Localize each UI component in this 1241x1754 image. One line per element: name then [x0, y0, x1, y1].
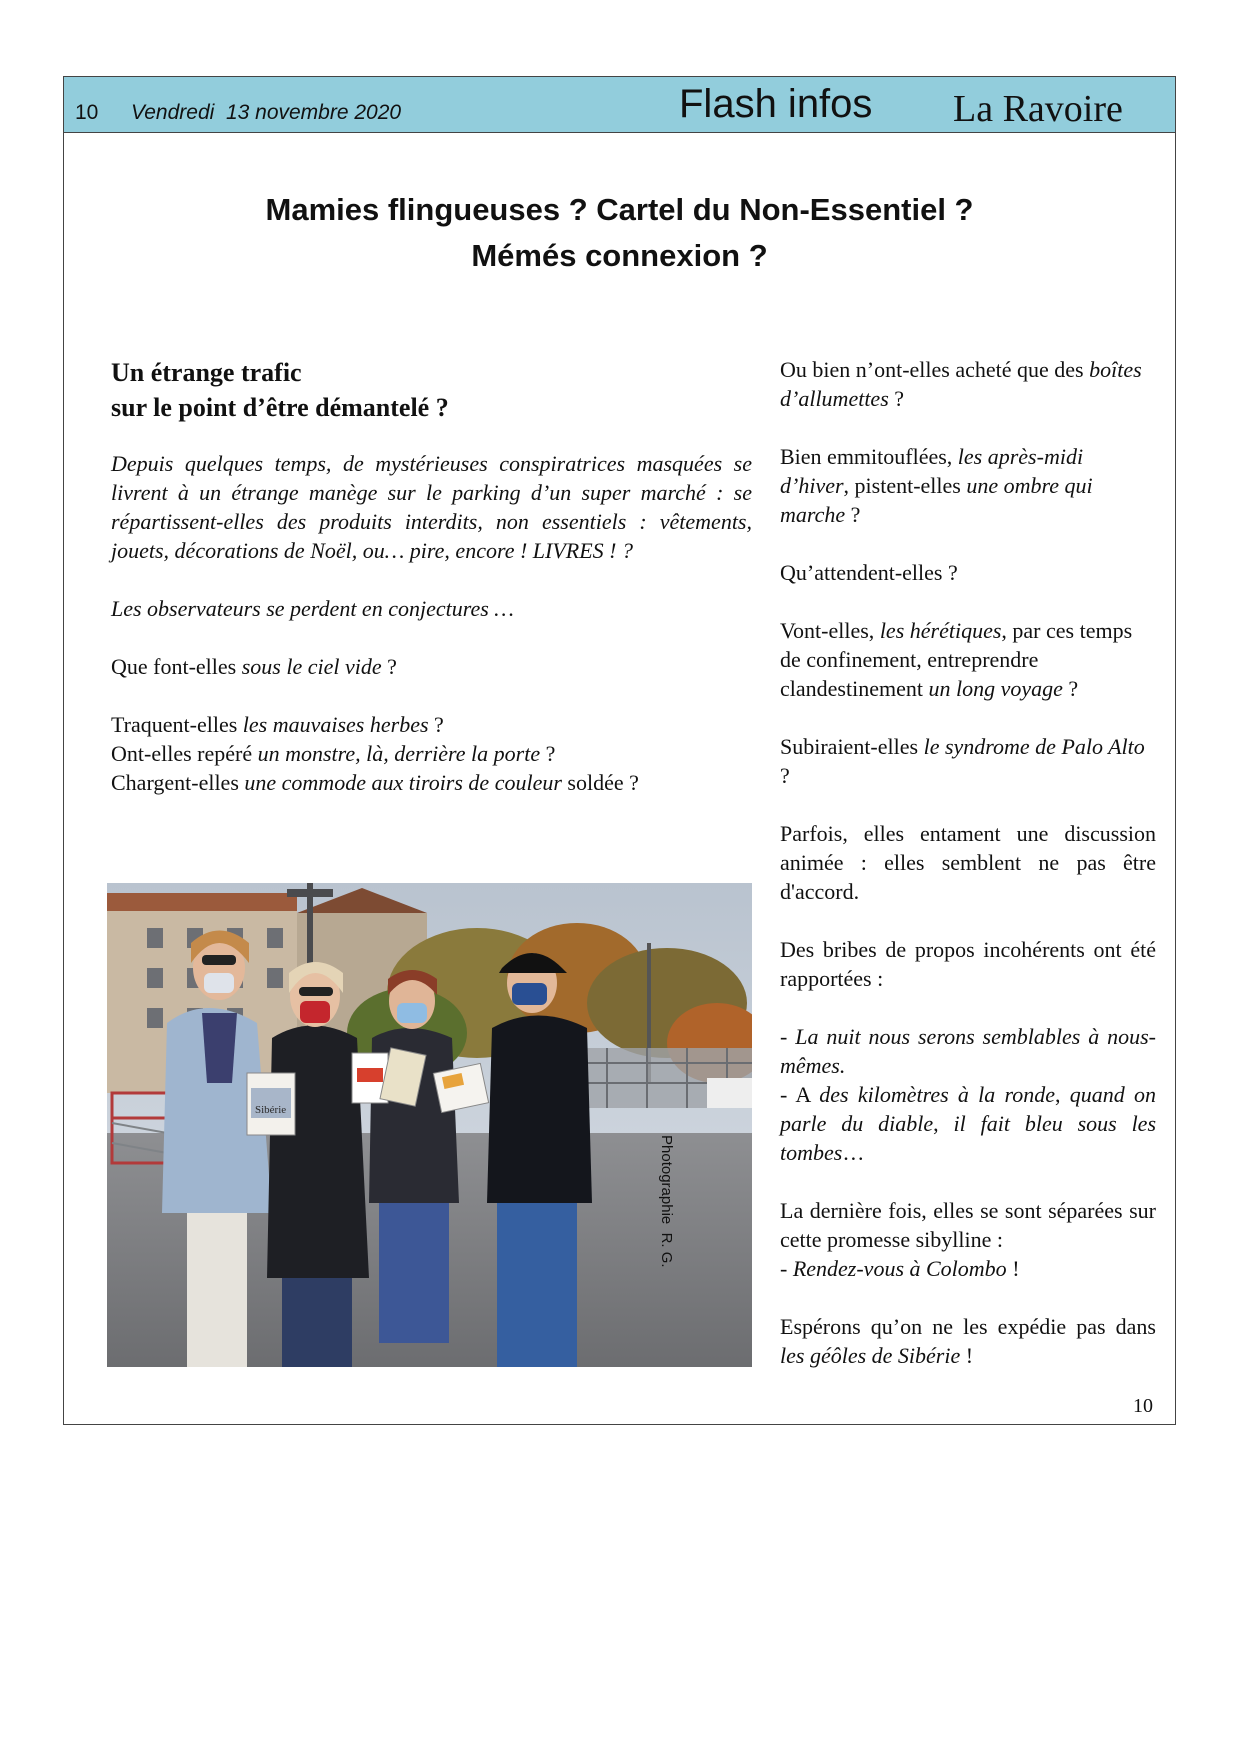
headline-line-2: Mémés connexion ? [471, 238, 768, 273]
text-span: … [842, 1140, 865, 1165]
header-date: Vendredi 13 novembre 2020 [131, 101, 402, 124]
right-paragraph-6: Parfois, elles entament une discussion animée : elles semblent ne pas être d'accord. [780, 821, 1156, 904]
italic-title: boîtes d’allumettes [780, 357, 1142, 411]
text-span: Subiraient-elles [780, 734, 924, 759]
text-span: Espérons qu’on ne les expédie pas dans [780, 1314, 1156, 1339]
intro-text: Depuis quelques temps, de mystérieuses conspiratrices masquées se livrent à un étrange manège sur le parking d’un super marché : se répartissent-elles des produits interdits, non essentiels : vêtements, jouets, décorations de Noël, ou… pire, encore ! LIVRES ! ? [111, 451, 752, 563]
right-paragraph-8 [780, 1022, 1156, 1167]
text-span: ? [780, 763, 790, 788]
conjectures-text: Les observateurs se perdent en conjectures … [111, 596, 514, 621]
italic-title: les mauvaises herbes [242, 712, 429, 737]
text-span: ! [1006, 1256, 1020, 1281]
text-span: , pistent-elles [843, 473, 967, 498]
text-span: - [780, 1024, 796, 1049]
footer-page-number: 10 [1133, 1395, 1153, 1417]
text-span: , [933, 1111, 954, 1136]
text-span: La dernière fois, elles se sont séparées sur cette promesse sibylline : [780, 1198, 1156, 1252]
photo-illustration [107, 883, 752, 1367]
question-paragraph-2 [111, 710, 752, 797]
italic-title: une ombre qui marche [780, 473, 1093, 527]
header-publication-title: Flash infos [679, 82, 873, 126]
right-paragraph-7: Des bribes de propos incohérents ont été rapportées : [780, 937, 1156, 991]
subhead-line-2: sur le point d’être démantelé ? [111, 393, 449, 422]
text-span: ! [960, 1343, 974, 1368]
text-span: - A [780, 1082, 820, 1107]
italic-title: un monstre, là, derrière la porte [257, 741, 541, 766]
text-span: ? [888, 386, 905, 411]
italic-quote: des kilomètres à la ronde [819, 1082, 1056, 1107]
text-span: ? [428, 712, 444, 737]
right-paragraph-9 [780, 1196, 1156, 1283]
header-town-name: La Ravoire [953, 88, 1123, 130]
text-span: Chargent-elles [111, 770, 245, 795]
conjectures-paragraph [111, 594, 752, 623]
intro-paragraph [111, 449, 752, 565]
photo-credit: Photographie R. G. [658, 1135, 675, 1268]
article-photo [107, 883, 752, 1367]
italic-quote: Rendez-vous à Colombo [792, 1256, 1007, 1281]
text-span: Bien emmitouflées, [780, 444, 958, 469]
italic-title: un long voyage [928, 676, 1063, 701]
italic-quote: La nuit nous serons semblables à nous-mêmes. [780, 1024, 1157, 1078]
italic-title: les après-midi d’hiver [780, 444, 1084, 498]
right-paragraph-10 [780, 1312, 1156, 1370]
subhead-line-1: Un étrange trafic [111, 358, 302, 387]
italic-title: les géôles de Sibérie [780, 1343, 961, 1368]
right-column [780, 355, 1156, 1399]
text-span: Traquent-elles [111, 712, 243, 737]
right-paragraph-5 [780, 732, 1156, 790]
text-span: - [780, 1256, 793, 1281]
right-paragraph-2 [780, 442, 1156, 529]
left-column [111, 355, 752, 826]
italic-quote: il fait bleu sous les tombes [780, 1111, 1157, 1165]
header-page-number: 10 [75, 101, 99, 124]
question-paragraph-1 [111, 652, 752, 681]
text-span: , [1055, 1082, 1070, 1107]
text-span: Vont-elles, [780, 618, 880, 643]
text-span: ? [1062, 676, 1079, 701]
page-frame [63, 76, 1176, 1425]
text-span: ? [381, 654, 397, 679]
italic-title: sous le ciel vide [241, 654, 382, 679]
text-span: Ont-elles repéré [111, 741, 258, 766]
text-span: ? [540, 741, 556, 766]
italic-title: les hérétiques [879, 618, 1002, 643]
text-span: , par ces temps de confinement, entreprendre clandestinement [780, 618, 1133, 701]
text-span: Que font-elles [111, 654, 242, 679]
right-paragraph-3: Qu’attendent-elles ? [780, 560, 958, 585]
italic-quote: quand on parle du diable [780, 1082, 1157, 1136]
headline-line-1: Mamies flingueuses ? Cartel du Non-Essentiel ? [265, 192, 974, 227]
article-subhead [111, 355, 752, 425]
right-paragraph-1 [780, 355, 1156, 413]
article-headline [64, 187, 1175, 279]
text-span: soldée ? [561, 770, 639, 795]
book-cover-label: Sibérie [255, 1104, 287, 1116]
text-span: Ou bien n’ont-elles acheté que des [780, 357, 1090, 382]
right-paragraph-4 [780, 616, 1156, 703]
italic-title: une commode aux tiroirs de couleur [244, 770, 562, 795]
text-span: ? [845, 502, 861, 527]
italic-title: le syndrome de Palo Alto [923, 734, 1145, 759]
newsletter-header [64, 77, 1175, 133]
